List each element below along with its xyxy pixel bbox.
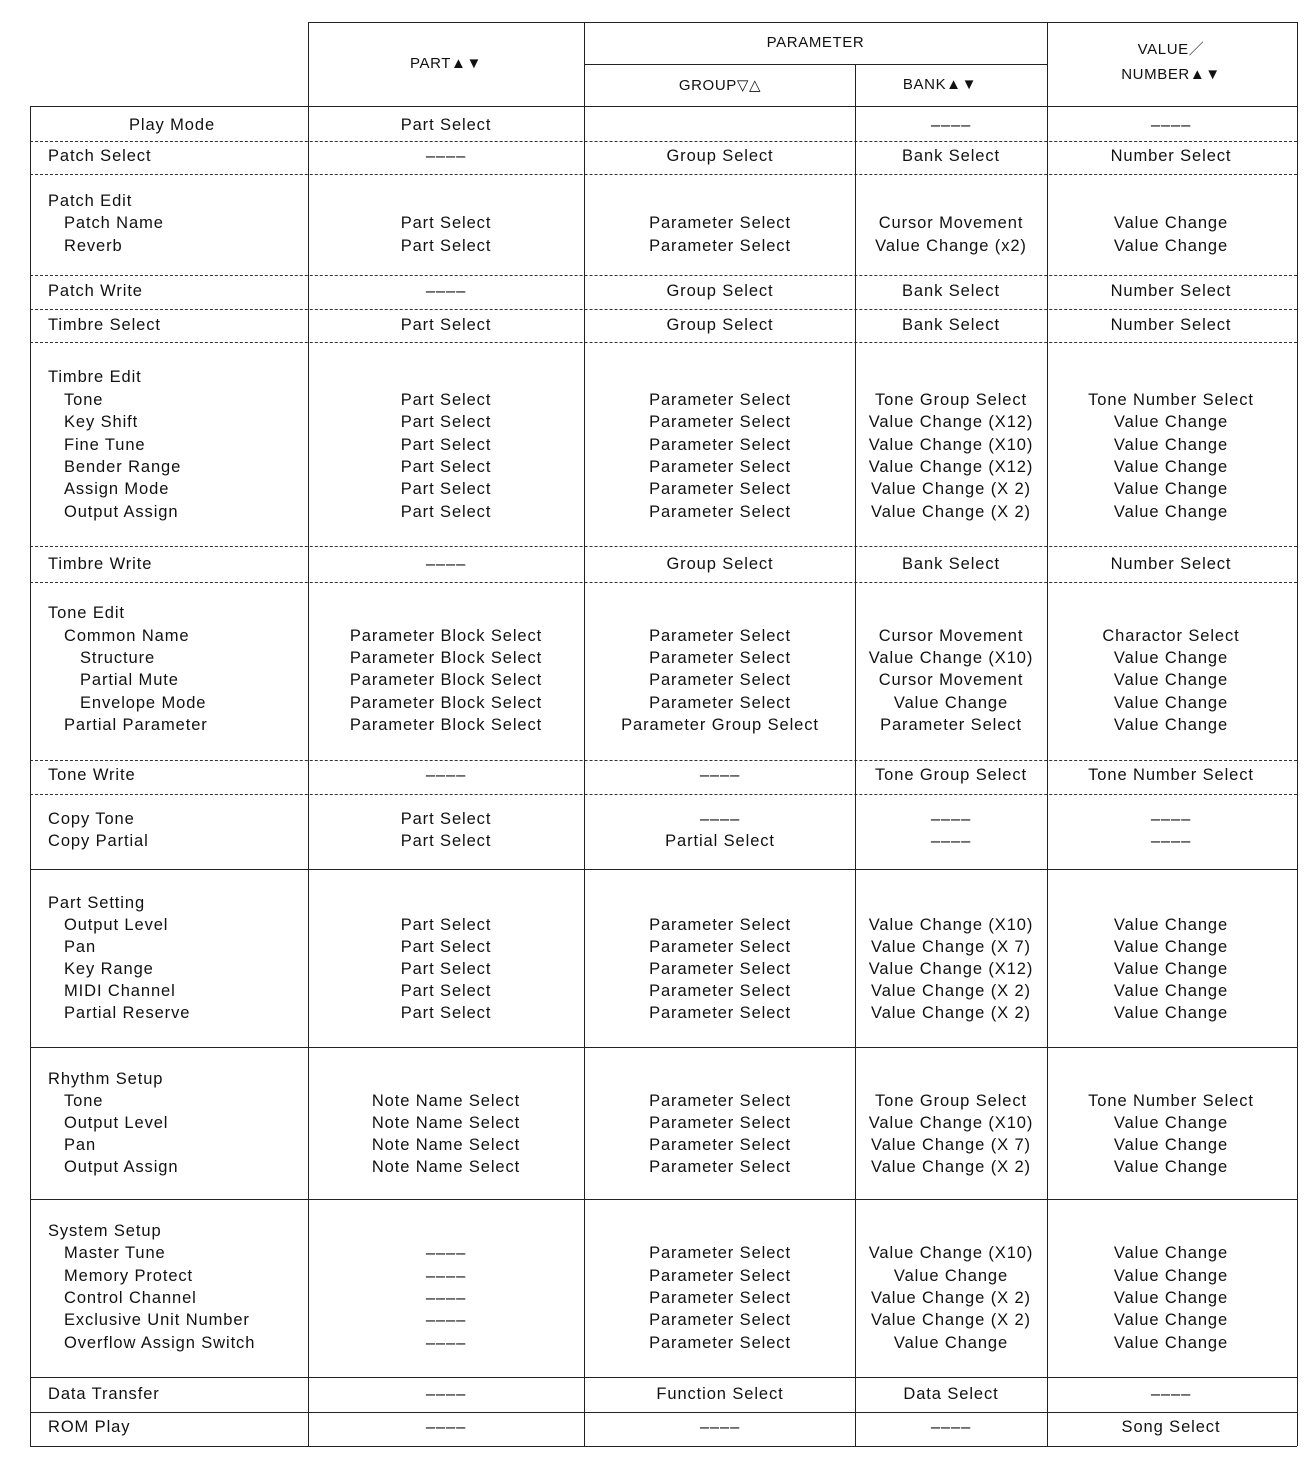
header-top-line <box>308 22 1297 23</box>
bank-cell: Parameter Select <box>880 716 1022 734</box>
value-cell: Value Change <box>1113 982 1229 1000</box>
value-cell: Value Change <box>1113 649 1229 667</box>
header-column-line <box>855 64 856 106</box>
header-column-line <box>1047 22 1048 106</box>
part-cell: –––– <box>425 1334 467 1352</box>
value-cell: Value Change <box>1113 1244 1229 1262</box>
bank-cell: Value Change (X 7) <box>871 1136 1031 1154</box>
part-cell: –––– <box>425 555 467 573</box>
row-label: Tone Write <box>48 766 136 784</box>
bank-cell: Value Change <box>893 694 1009 712</box>
row-label: Timbre Select <box>48 316 161 334</box>
row-sublabel: Tone <box>64 1092 104 1110</box>
part-cell: –––– <box>425 1289 467 1307</box>
bank-cell: Bank Select <box>902 316 1000 334</box>
bank-cell: Value Change (X 2) <box>871 1311 1031 1329</box>
value-cell: Value Change <box>1113 503 1229 521</box>
value-cell: Tone Number Select <box>1088 1092 1254 1110</box>
group-cell: Parameter Select <box>649 982 791 1000</box>
header-part: PART▲▼ <box>410 55 482 72</box>
row-sublabel: Fine Tune <box>64 436 146 454</box>
bank-cell: Value Change <box>893 1334 1009 1352</box>
bank-cell: Value Change (X10) <box>868 1244 1034 1262</box>
column-line <box>30 106 31 1446</box>
bank-cell: Tone Group Select <box>875 766 1027 784</box>
group-cell: Group Select <box>666 555 774 573</box>
value-cell: Song Select <box>1121 1418 1221 1436</box>
header-column-line <box>1297 22 1298 106</box>
part-cell: Note Name Select <box>371 1114 521 1132</box>
section-divider-dashed <box>30 342 1297 343</box>
value-cell: Value Change <box>1113 413 1229 431</box>
value-cell: Value Change <box>1113 237 1229 255</box>
section-divider-dashed <box>30 794 1297 795</box>
part-cell: Parameter Block Select <box>349 627 543 645</box>
part-cell: –––– <box>425 1244 467 1262</box>
part-cell: Parameter Block Select <box>349 716 543 734</box>
group-cell: Parameter Select <box>649 458 791 476</box>
value-cell: Value Change <box>1113 916 1229 934</box>
section-divider-dashed <box>30 309 1297 310</box>
row-sublabel: Envelope Mode <box>80 694 207 712</box>
value-cell: Number Select <box>1110 147 1232 165</box>
part-cell: Note Name Select <box>371 1136 521 1154</box>
part-cell: Part Select <box>400 832 492 850</box>
part-cell: Part Select <box>400 938 492 956</box>
row-label: Tone Edit <box>48 604 125 622</box>
section-divider <box>30 869 1297 870</box>
bank-cell: Tone Group Select <box>875 391 1027 409</box>
value-cell: Tone Number Select <box>1088 766 1254 784</box>
part-cell: Part Select <box>400 1004 492 1022</box>
group-cell: Parameter Select <box>649 1114 791 1132</box>
group-cell: Parameter Select <box>649 503 791 521</box>
value-cell: –––– <box>1150 810 1192 828</box>
group-cell: Parameter Select <box>649 694 791 712</box>
column-line <box>308 106 309 1446</box>
part-cell: Note Name Select <box>371 1158 521 1176</box>
value-cell: Value Change <box>1113 1289 1229 1307</box>
row-label: Data Transfer <box>48 1385 160 1403</box>
group-cell: Partial Select <box>665 832 775 850</box>
row-sublabel: Control Channel <box>64 1289 197 1307</box>
group-cell: Parameter Select <box>649 413 791 431</box>
row-sublabel: Patch Name <box>64 214 164 232</box>
value-cell: Value Change <box>1113 671 1229 689</box>
value-cell: Value Change <box>1113 480 1229 498</box>
row-label: ROM Play <box>48 1418 131 1436</box>
group-cell: Group Select <box>666 282 774 300</box>
bank-cell: Bank Select <box>902 282 1000 300</box>
bank-cell: Value Change (X12) <box>868 960 1034 978</box>
part-cell: Part Select <box>400 316 492 334</box>
group-cell: Parameter Select <box>649 627 791 645</box>
column-line <box>1047 106 1048 1446</box>
group-cell: Parameter Select <box>649 1158 791 1176</box>
row-sublabel: Partial Mute <box>80 671 179 689</box>
row-label: Copy Partial <box>48 832 149 850</box>
value-cell: Number Select <box>1110 316 1232 334</box>
row-label: Patch Edit <box>48 192 133 210</box>
row-sublabel: Bender Range <box>64 458 182 476</box>
part-cell: Part Select <box>400 960 492 978</box>
bank-cell: Value Change (X12) <box>868 413 1034 431</box>
group-cell: –––– <box>699 810 741 828</box>
group-cell: Group Select <box>666 147 774 165</box>
part-cell: Parameter Block Select <box>349 649 543 667</box>
part-cell: Part Select <box>400 237 492 255</box>
bank-cell: Value Change (X 2) <box>871 982 1031 1000</box>
bank-cell: Value Change (X12) <box>868 458 1034 476</box>
row-label: Patch Select <box>48 147 152 165</box>
bank-cell: Cursor Movement <box>878 214 1024 232</box>
bank-cell: Value Change (X10) <box>868 649 1034 667</box>
row-sublabel: Overflow Assign Switch <box>64 1334 256 1352</box>
row-sublabel: Memory Protect <box>64 1267 194 1285</box>
row-sublabel: Key Range <box>64 960 154 978</box>
part-cell: –––– <box>425 147 467 165</box>
group-cell: Parameter Select <box>649 960 791 978</box>
bank-cell: –––– <box>930 1418 972 1436</box>
bank-cell: Value Change (X 2) <box>871 1004 1031 1022</box>
part-cell: Part Select <box>400 982 492 1000</box>
group-cell: Parameter Select <box>649 1289 791 1307</box>
part-cell: –––– <box>425 766 467 784</box>
bank-cell: Value Change (X10) <box>868 916 1034 934</box>
bank-cell: Value Change <box>893 1267 1009 1285</box>
section-divider-dashed <box>30 582 1297 583</box>
part-cell: Part Select <box>400 116 492 134</box>
part-cell: Parameter Block Select <box>349 694 543 712</box>
bank-cell: Cursor Movement <box>878 671 1024 689</box>
header-parameter: PARAMETER <box>766 34 865 51</box>
row-label: System Setup <box>48 1222 162 1240</box>
value-cell: Value Change <box>1113 694 1229 712</box>
value-cell: Value Change <box>1113 458 1229 476</box>
header-column-line <box>584 22 585 106</box>
value-cell: –––– <box>1150 832 1192 850</box>
row-label: Timbre Write <box>48 555 153 573</box>
part-cell: –––– <box>425 1385 467 1403</box>
section-divider-dashed <box>30 760 1297 761</box>
row-label: Part Setting <box>48 894 146 912</box>
bank-cell: Value Change (X 2) <box>871 1158 1031 1176</box>
group-cell: Parameter Select <box>649 671 791 689</box>
value-cell: Value Change <box>1113 1114 1229 1132</box>
part-cell: –––– <box>425 1267 467 1285</box>
section-divider-dashed <box>30 546 1297 547</box>
section-divider <box>30 1377 1297 1378</box>
row-sublabel: Pan <box>64 1136 97 1154</box>
bank-cell: –––– <box>930 116 972 134</box>
group-cell: Parameter Select <box>649 1004 791 1022</box>
part-cell: Note Name Select <box>371 1092 521 1110</box>
row-sublabel: Partial Parameter <box>64 716 208 734</box>
row-sublabel: Exclusive Unit Number <box>64 1311 250 1329</box>
row-sublabel: Output Level <box>64 1114 169 1132</box>
bank-cell: –––– <box>930 832 972 850</box>
row-label: Patch Write <box>48 282 143 300</box>
row-sublabel: Output Assign <box>64 1158 179 1176</box>
group-cell: –––– <box>699 766 741 784</box>
part-cell: Part Select <box>400 214 492 232</box>
group-cell: Parameter Group Select <box>621 716 819 734</box>
value-cell: Value Change <box>1113 1334 1229 1352</box>
section-divider <box>30 1412 1297 1413</box>
value-cell: Value Change <box>1113 938 1229 956</box>
group-cell: Parameter Select <box>649 480 791 498</box>
row-sublabel: Structure <box>80 649 156 667</box>
row-label: Copy Tone <box>48 810 135 828</box>
row-sublabel: Common Name <box>64 627 190 645</box>
row-sublabel: Reverb <box>64 237 123 255</box>
value-cell: Tone Number Select <box>1088 391 1254 409</box>
group-cell: Parameter Select <box>649 1136 791 1154</box>
value-cell: Value Change <box>1113 436 1229 454</box>
value-cell: Value Change <box>1113 716 1229 734</box>
value-cell: Value Change <box>1113 1004 1229 1022</box>
bank-cell: Bank Select <box>902 555 1000 573</box>
row-sublabel: Partial Reserve <box>64 1004 191 1022</box>
group-cell: Parameter Select <box>649 1334 791 1352</box>
row-sublabel: MIDI Channel <box>64 982 176 1000</box>
part-cell: –––– <box>425 1311 467 1329</box>
part-cell: Part Select <box>400 480 492 498</box>
row-sublabel: Pan <box>64 938 97 956</box>
value-cell: Value Change <box>1113 214 1229 232</box>
row-label: Play Mode <box>128 116 216 134</box>
bank-cell: Bank Select <box>902 147 1000 165</box>
group-cell: Parameter Select <box>649 237 791 255</box>
value-cell: Charactor Select <box>1102 627 1240 645</box>
column-line <box>1297 106 1298 1446</box>
part-cell: –––– <box>425 1418 467 1436</box>
bank-cell: Tone Group Select <box>875 1092 1027 1110</box>
part-cell: Parameter Block Select <box>349 671 543 689</box>
part-cell: Part Select <box>400 810 492 828</box>
group-cell: Parameter Select <box>649 1267 791 1285</box>
row-sublabel: Output Level <box>64 916 169 934</box>
part-cell: Part Select <box>400 391 492 409</box>
bank-cell: Value Change (X 2) <box>871 480 1031 498</box>
header-group: GROUP▽△ <box>678 77 762 94</box>
bank-cell: Value Change (X10) <box>868 436 1034 454</box>
bank-cell: Value Change (X 2) <box>871 503 1031 521</box>
parameter-subheader-line <box>584 64 1047 65</box>
section-divider <box>30 1047 1297 1048</box>
part-cell: Part Select <box>400 916 492 934</box>
group-cell: Parameter Select <box>649 916 791 934</box>
row-sublabel: Tone <box>64 391 104 409</box>
group-cell: Parameter Select <box>649 214 791 232</box>
group-cell: Parameter Select <box>649 1311 791 1329</box>
header-number: NUMBER▲▼ <box>1121 66 1221 83</box>
bank-cell: Value Change (X 7) <box>871 938 1031 956</box>
part-cell: –––– <box>425 282 467 300</box>
row-label: Timbre Edit <box>48 368 142 386</box>
group-cell: Parameter Select <box>649 1244 791 1262</box>
group-cell: Parameter Select <box>649 436 791 454</box>
value-cell: Number Select <box>1110 282 1232 300</box>
section-divider <box>30 106 1297 107</box>
section-divider <box>30 1446 1297 1447</box>
value-cell: Value Change <box>1113 1311 1229 1329</box>
part-cell: Part Select <box>400 458 492 476</box>
section-divider-dashed <box>30 174 1297 175</box>
value-cell: Value Change <box>1113 1136 1229 1154</box>
bank-cell: Value Change (X 2) <box>871 1289 1031 1307</box>
column-line <box>855 106 856 1446</box>
group-cell: Parameter Select <box>649 649 791 667</box>
header-value: VALUE／ <box>1137 41 1205 58</box>
section-divider-dashed <box>30 141 1297 142</box>
group-cell: Parameter Select <box>649 1092 791 1110</box>
header-bank: BANK▲▼ <box>902 76 978 93</box>
value-cell: –––– <box>1150 1385 1192 1403</box>
header-column-line <box>308 22 309 106</box>
group-cell: Parameter Select <box>649 391 791 409</box>
bank-cell: –––– <box>930 810 972 828</box>
bank-cell: Value Change (X10) <box>868 1114 1034 1132</box>
row-sublabel: Key Shift <box>64 413 139 431</box>
row-sublabel: Assign Mode <box>64 480 170 498</box>
value-cell: Value Change <box>1113 1158 1229 1176</box>
bank-cell: Data Select <box>903 1385 999 1403</box>
value-cell: Number Select <box>1110 555 1232 573</box>
row-sublabel: Master Tune <box>64 1244 166 1262</box>
group-cell: –––– <box>699 1418 741 1436</box>
value-cell: Value Change <box>1113 960 1229 978</box>
row-sublabel: Output Assign <box>64 503 179 521</box>
value-cell: –––– <box>1150 116 1192 134</box>
bank-cell: Cursor Movement <box>878 627 1024 645</box>
part-cell: Part Select <box>400 413 492 431</box>
row-label: Rhythm Setup <box>48 1070 164 1088</box>
bank-cell: Value Change (x2) <box>875 237 1027 255</box>
group-cell: Parameter Select <box>649 938 791 956</box>
group-cell: Group Select <box>666 316 774 334</box>
group-cell: Function Select <box>656 1385 784 1403</box>
section-divider-dashed <box>30 275 1297 276</box>
part-cell: Part Select <box>400 436 492 454</box>
part-cell: Part Select <box>400 503 492 521</box>
column-line <box>584 106 585 1446</box>
value-cell: Value Change <box>1113 1267 1229 1285</box>
section-divider <box>30 1199 1297 1200</box>
